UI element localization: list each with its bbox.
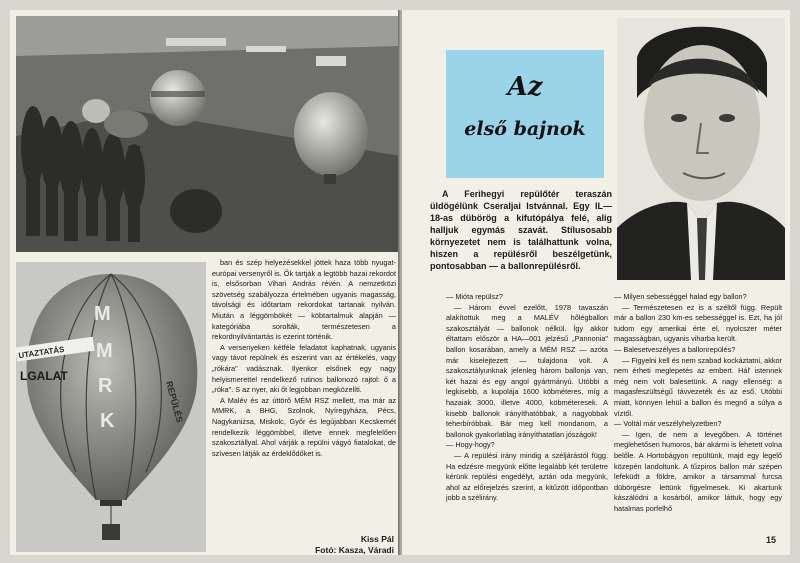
- interview-paragraph: — Hogy-hogy?: [446, 440, 495, 450]
- interview-paragraph: — Három évvel ezelőtt, 1978 tavaszán alakítottuk meg a MALÉV hőlégballon szakosztályát — ballonok nélkül. Így akkor éltattam először a HA—001 jelzésű „Pannonia" ballon kosarában, amely a MÉM RSZ — azóta már kiselejtezett — tulajdona volt. A szakosztályunknak jelenleg három ballonja van, két hazai és egy angol gyártmányú. Utóbbi a legkisebb, a kupolája 1600 köbméteres, míg a hazaiak 3000, illetve 4000, köbméteresek. A kisebb ballonok irányíthatóbbak, a nagyobbak teherbíróbbak. Bár meg kell mondanom, a ballonok gyakorlatilag irányíthatatlan jószágok!: [446, 302, 608, 439]
- interview-column-2: [614, 292, 782, 514]
- byline: [230, 534, 394, 555]
- portrait-photo: [617, 18, 785, 280]
- article-title-line1: Az: [507, 72, 543, 102]
- interview-paragraph: — A repülési irány mindig a széljárástól függ. Ha edzésre megyünk előtte legalább két területre kérünk repülési engedélyt, aztán oda megyünk, ahol az előrejelzés szerint, a kitűzött időpontban jobb a széliránу.: [446, 450, 608, 503]
- mmrk-balloon-photo: [16, 262, 206, 552]
- balloon-side-text: REPÜLÉS: [164, 379, 185, 424]
- title-box: [446, 50, 604, 178]
- interview-paragraph: — Voltál már veszélyhelyzetben?: [614, 419, 722, 429]
- interview-column-1: [446, 292, 608, 504]
- article-title-line2: első bajnok: [464, 118, 586, 140]
- right-page: [402, 10, 790, 555]
- lead-paragraph: [430, 188, 612, 272]
- author-name: Kiss Pál: [360, 534, 394, 544]
- portrait-image: [617, 18, 785, 280]
- interview-paragraph: — Mióta repülsz?: [446, 292, 503, 301]
- left-page: [10, 10, 400, 555]
- interview-paragraph: — Igen, de nem a levegőben. A történet meglehetősen humoros, bár akármi is lehetett volna belőle. A Hortobágyon repültünk, majd egy legelő közepén landoltunk. A tűzpiros ballon már szépen lefeküdt a földre, amikor a társammal furcsa dübörgésre lettünk figyelmesek. Ki akartunk kászálódni a kosárból, amikor láttuk, hogy egy hatalmas porfelhő: [614, 429, 782, 513]
- left-article-text: [212, 258, 396, 459]
- balloon-letter: M: [94, 303, 111, 325]
- balloon-banner: UTAZTATÁS: [17, 344, 65, 361]
- balloon-letter: K: [100, 410, 115, 432]
- lead-text: A Ferihegyi repülőtér teraszán üldögélünk Cseraljai Istvánnal. Egy IL—18-as dübörög a kifutópálya felé, alig halljuk egymás szavát. Stílusosabb környezetet nem is találhattunk volna, hiszen a repülésről beszélgetünk, pontosabban — a ballonrepülésről.: [430, 189, 612, 271]
- balloon-letter: R: [98, 375, 113, 397]
- balloon-ad: LGALAT: [20, 369, 68, 383]
- balloons-field-photo: [16, 16, 400, 252]
- article-paragraph: ban és szép helyezésekkel jöttek haza több nyugat-európai versenyről is. Ők tartják a legtöbb hazai rekordot is, elsősorban Vihari András révén. A nemzetközi szövetség szabályozza értelmében ugyanis magasság, távolsági és időtartam rekordokat tartanak nyilván. Miután a léggömbökét — köbtartalmuk alapján — kategóriába sorolták, természetesen a rekordnyilvántartás is ezerint történik.: [212, 258, 396, 342]
- mmrk-balloon-image: [16, 262, 206, 552]
- interview-paragraph: — Balesetveszélyes a ballonrepülés?: [614, 344, 736, 354]
- photo-credit: Fotó: Kasza, Váradi: [315, 545, 394, 555]
- interview-paragraph: — Milyen sebességgel halad egy ballon?: [614, 292, 747, 301]
- interview-paragraph: — Természetesen ez is a széltől függ. Repült már a ballon 230 km-es sebességgel is. Ezt, ha jól tudom egy amerikai érte el, nyolcszer méter magasságban, ugyanis viharba került.: [614, 302, 782, 344]
- interview-paragraph: — Figyelni kell és nem szabad kockáztatni, akkor nem érheti meglepetés az embert. Hál' istennek még nem volt balesetünk. A nagy ellenség: a magasfeszültségű távvezeték és az eső. Utóbbi miatt, könnyen lehül a ballon és megnő a súlya a víztől.: [614, 355, 782, 418]
- balloons-field-image: [16, 16, 400, 252]
- article-paragraph: A Malév és az úttörő MÉM RSZ mellett, ma már az MMRK, a BHG, Szolnok, Nyíregyháza, Pécs, Nagykanizsa, Miskolc, Győr és legújabban Kecskemét rendelkezik léggömbbel, illetve ennek megfelelően szakosztállyal. Ahol várják a repülni vágyó fiatalokat, de szívesen látják az érdeklődőket is.: [212, 395, 396, 458]
- balloon-letter: M: [96, 340, 113, 362]
- article-paragraph: A versenyeken kétféle feladatot kaphatnak, ugyanis vagy távot repülnek és eszerint van az értékelés, vagy „rókára" vadásznak. Ilyenkor elsőnek egy nagy helyismerettel rendelkező rutinos ballonozó rajtol: ő a „róka". S az nyer, aki őt legjobban megközelíti.: [212, 342, 396, 395]
- page-number: 15: [765, 535, 776, 545]
